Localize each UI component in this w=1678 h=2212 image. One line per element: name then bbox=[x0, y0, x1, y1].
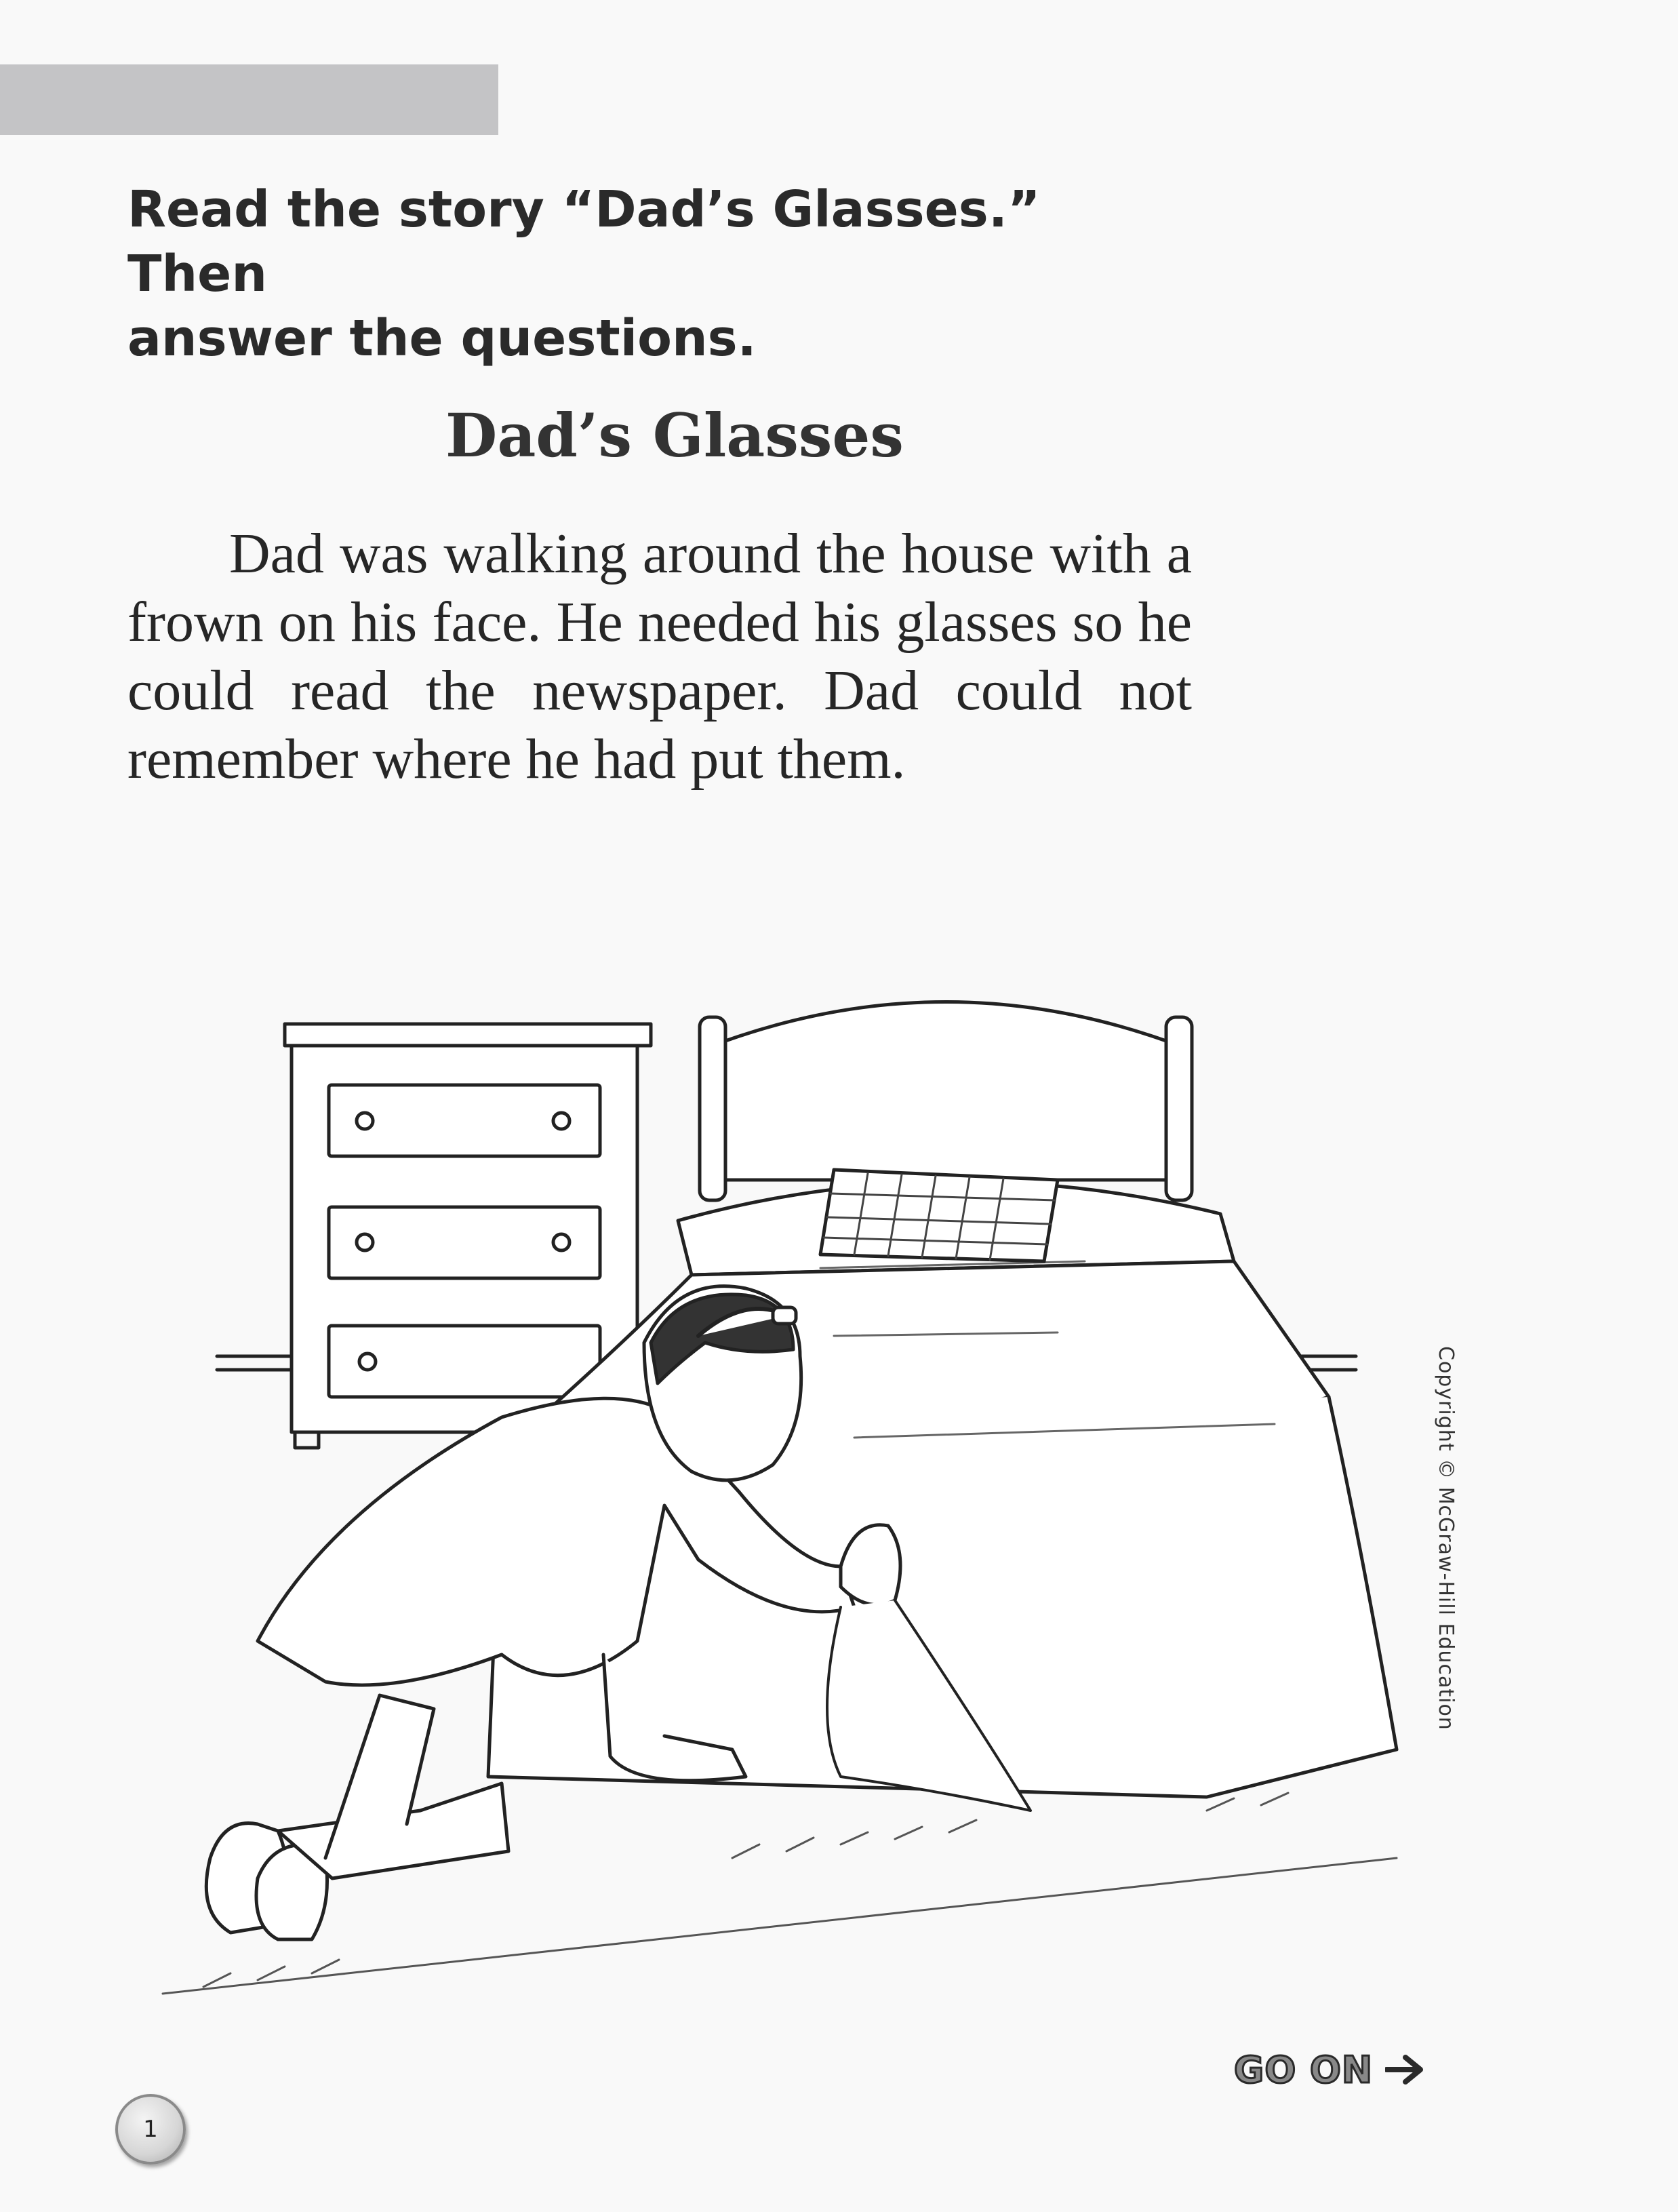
right-arrow-icon bbox=[1385, 2055, 1426, 2085]
go-on-label: GO ON bbox=[1234, 2048, 1374, 2091]
pillow bbox=[820, 1170, 1058, 1261]
page-number: 1 bbox=[143, 2116, 158, 2143]
drawer-1 bbox=[329, 1085, 600, 1156]
go-on-button[interactable] bbox=[1234, 2042, 1426, 2097]
story-paragraph: Dad was walking around the house with a frown on his face. He needed his glasses so he could read the newspaper. Dad could not remember where he had put them. bbox=[127, 522, 1192, 791]
directions-line-1: Read the story “Dad’s Glasses.” Then bbox=[127, 180, 1041, 303]
baseboard-left bbox=[217, 1356, 298, 1370]
headboard bbox=[700, 1002, 1192, 1201]
story-title: Dad’s Glasses bbox=[445, 400, 904, 471]
glasses-icon bbox=[773, 1307, 796, 1324]
drawer-3 bbox=[329, 1326, 600, 1397]
copyright-notice: Copyright © McGraw-Hill Education bbox=[1434, 1346, 1458, 1731]
header-bar bbox=[0, 64, 498, 135]
bedroom-illustration bbox=[122, 976, 1424, 2034]
drawer-2 bbox=[329, 1207, 600, 1278]
directions-text bbox=[127, 178, 1144, 371]
page-number-badge bbox=[115, 2094, 186, 2165]
directions-line-2: answer the questions. bbox=[127, 309, 757, 368]
